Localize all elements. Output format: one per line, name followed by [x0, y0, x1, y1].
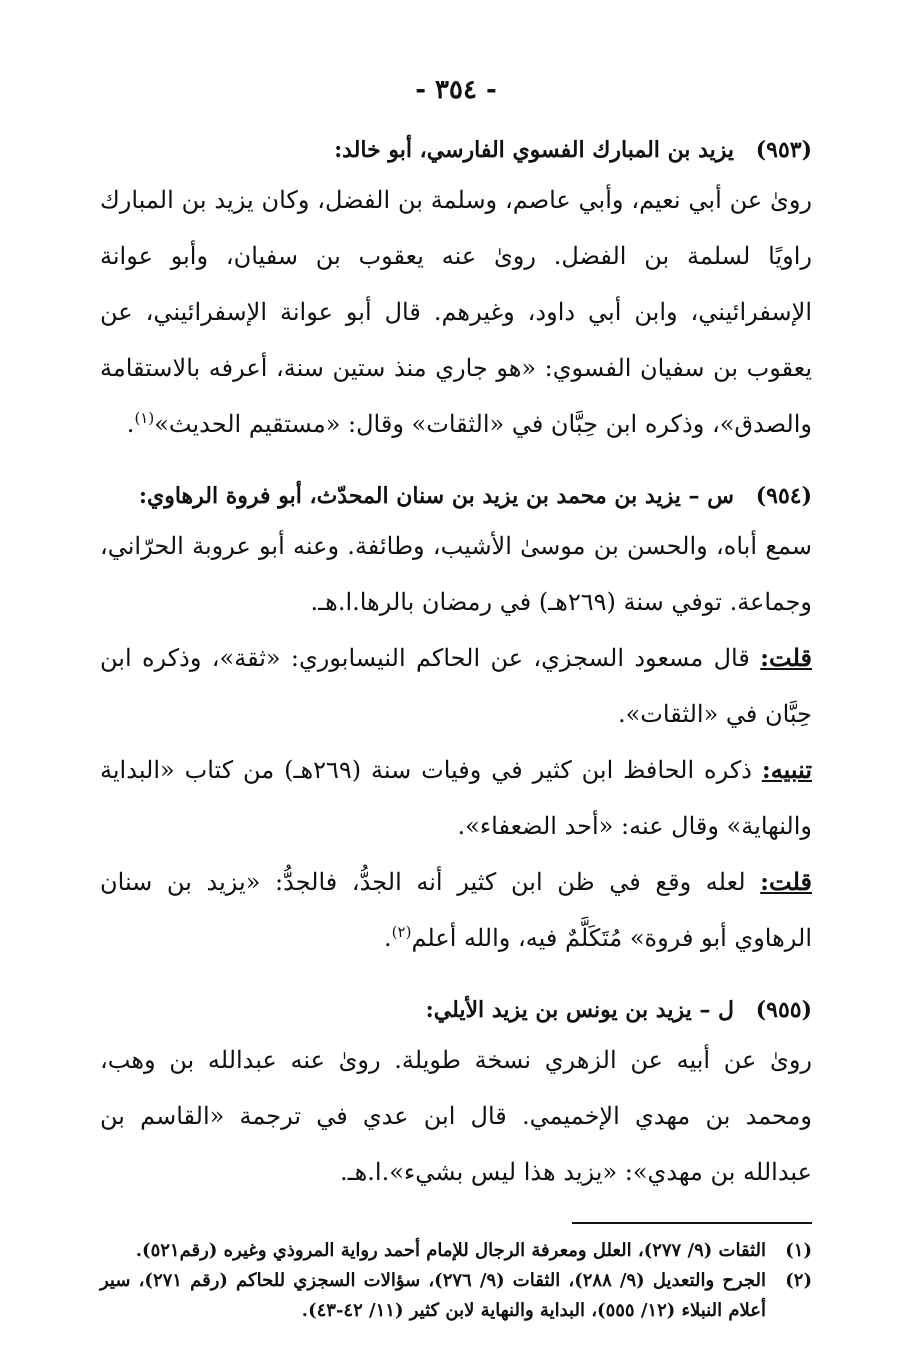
entry-number: (٩٥٥) [755, 997, 812, 1023]
entry-title: يزيد بن المبارك الفسوي الفارسي، أبو خالد: [334, 137, 735, 163]
paragraph-text: سمع أباه، والحسن بن موسىٰ الأشيب، وطائفة. وعنه أبو عروبة الحرّاني، وجماعة. توفي سنة (٢٦٩هـ) في رمضان بالرها.ا.هـ. [100, 532, 813, 616]
tanbih-label: تنبيه: [761, 755, 812, 784]
footnote-number: (٢) [785, 1270, 812, 1291]
footnote-number: (١) [785, 1240, 812, 1261]
entry-paragraph [100, 854, 812, 966]
footnote-ref[interactable]: (١) [134, 409, 155, 427]
footnote-text: الجرح والتعديل (٩/ ٢٨٨)، الثقات (٩/ ٢٧٦)، سؤالات السجزي للحاكم (رقم ٢٧١)، سير أعلام النبلاء (١٢/ ٥٥٥)، البداية والنهاية لابن كثير (١١/ ٤٢-٤٣). [100, 1270, 767, 1321]
entry-heading [100, 988, 812, 1032]
entry-title: ل – يزيد بن يونس بن يزيد الأيلي: [425, 997, 735, 1023]
paragraph-tail: . [126, 410, 135, 438]
entry-heading [100, 474, 812, 518]
paragraph-text: روىٰ عن أبي نعيم، وأبي عاصم، وسلمة بن الفضل، وكان يزيد بن المبارك راويًا لسلمة بن الفضل. روىٰ عنه يعقوب بن سفيان، وأبو عوانة الإسفرائيني، وابن أبي داود، وغيرهم. قال أبو عوانة الإسفرائيني، عن يعقوب بن سفيان الفسوي: «هو جاري منذ ستين سنة، أعرفه بالاستقامة والصدق»، وذكره ابن حِبَّان في «الثقات» وقال: «مستقيم الحديث» [100, 186, 813, 438]
footnote [100, 1236, 812, 1266]
paragraph-text: لعله وقع في ظن ابن كثير أنه الجدُّ، فالجدُّ: «يزيد بن سنان الرهاوي أبو فروة» مُتَكَلَّمٌ فيه، والله أعلم [100, 868, 812, 952]
entry-number: (٩٥٤) [755, 483, 812, 509]
entry-title: س – يزيد بن محمد بن يزيد بن سنان المحدّث، أبو فروة الرهاوي: [138, 483, 735, 509]
paragraph-text: قال مسعود السجزي، عن الحاكم النيسابوري: «ثقة»، وذكره ابن حِبَّان في «الثقات». [100, 644, 812, 728]
entry-number: (٩٥٣) [755, 137, 812, 163]
page-number: - ٣٥٤ - [415, 75, 497, 105]
entry-heading [100, 128, 812, 172]
footnote-divider [572, 1222, 812, 1224]
entry-paragraph [100, 742, 812, 854]
footnotes [100, 1236, 812, 1326]
paragraph-text: ذكره الحافظ ابن كثير في وفيات سنة (٢٦٩هـ) من كتاب «البداية والنهاية» وقال عنه: «أحد الضعفاء». [100, 756, 812, 840]
entry-paragraph [100, 518, 812, 630]
entry-paragraph [100, 172, 812, 452]
footnote-ref[interactable]: (٢) [391, 923, 412, 941]
entry-955 [100, 988, 812, 1200]
paragraph-text: روىٰ عن أبيه عن الزهري نسخة طويلة. روىٰ عنه عبدالله بن وهب، ومحمد بن مهدي الإخميمي. قال ابن عدي في ترجمة «القاسم بن عبدالله بن مهدي»: «يزيد هذا ليس بشيء».ا.هـ. [100, 1046, 812, 1186]
qultu-label: قلت: [760, 643, 813, 672]
entry-paragraph [100, 1032, 812, 1200]
footnote [100, 1266, 812, 1326]
entry-paragraph [100, 630, 812, 742]
footnote-text: الثقات (٩/ ٢٧٧)، العلل ومعرفة الرجال للإمام أحمد رواية المروذي وغيره (رقم٥٢١). [135, 1240, 766, 1261]
entry-954 [100, 474, 812, 966]
qultu-label: قلت: [760, 867, 812, 896]
entry-953 [100, 128, 812, 452]
paragraph-tail: . [384, 924, 392, 952]
